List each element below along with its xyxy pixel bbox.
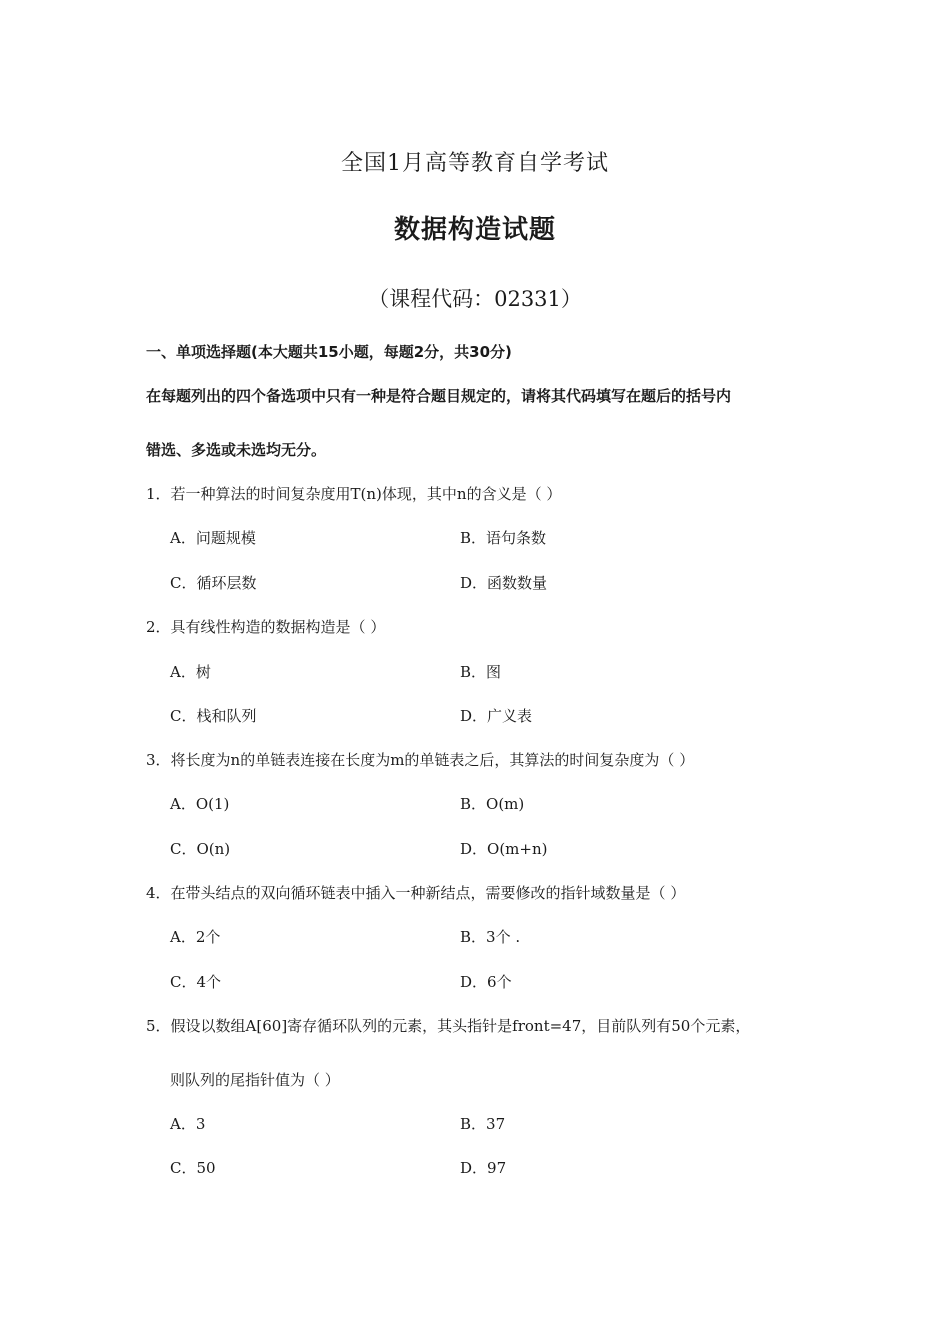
question-4-option-a: A．2个 [170, 928, 221, 946]
question-4-option-b: B．3个 . [460, 928, 521, 946]
question-1-option-d: D．函数数量 [460, 574, 548, 592]
question-4-option-d: D．6个 [460, 973, 512, 991]
question-3-option-a: A．O(1) [170, 795, 230, 813]
question-4-option-c: C．4个 [170, 973, 222, 991]
question-2-option-c: C．栈和队列 [170, 707, 257, 725]
question-1-stem: 1．若一种算法的时间复杂度用T(n)体现，其中n的含义是（ ） [146, 485, 562, 503]
question-1-option-b: B．语句条数 [460, 529, 547, 547]
course-code: （课程代码：02331） [368, 287, 582, 311]
question-5-stem: 5．假设以数组A[60]寄存循环队列的元素，其头指针是front=47，目前队列有50个元素， [146, 1017, 751, 1035]
exam-title: 全国1月高等教育自学考试 [341, 151, 609, 176]
question-2-stem: 2．具有线性构造的数据构造是（ ） [146, 618, 386, 636]
question-5-stem-cont: 则队列的尾指针值为（ ） [170, 1071, 340, 1089]
question-5-option-c: C．50 [170, 1159, 216, 1177]
question-3-option-c: C．O(n) [170, 840, 231, 858]
question-2-option-d: D．广义表 [460, 707, 533, 725]
section-instruction-cont: 错选、多选或未选均无分。 [146, 441, 327, 459]
section-title: 一、单项选择题(本大题共15小题，每题2分，共30分) [146, 343, 512, 361]
question-1-option-a: A．问题规模 [170, 529, 256, 547]
question-1-option-c: C．循环层数 [170, 574, 257, 592]
question-5-option-b: B．37 [460, 1115, 506, 1133]
question-2-option-b: B．图 [460, 663, 502, 681]
question-4-stem: 4．在带头结点的双向循环链表中插入一种新结点，需要修改的指针域数量是（ ） [146, 884, 686, 902]
subject-title: 数据构造试题 [393, 215, 556, 245]
question-5-option-a: A．3 [170, 1115, 206, 1133]
question-3-stem: 3．将长度为n的单链表连接在长度为m的单链表之后，其算法的时间复杂度为（ ） [146, 751, 695, 769]
question-3-option-d: D．O(m+n) [460, 840, 548, 858]
question-2-option-a: A．树 [170, 663, 211, 681]
question-3-option-b: B．O(m) [460, 795, 525, 813]
section-instruction: 在每题列出的四个备选项中只有一种是符合题目规定的，请将其代码填写在题后的括号内 [146, 387, 732, 405]
question-5-option-d: D．97 [460, 1159, 507, 1177]
